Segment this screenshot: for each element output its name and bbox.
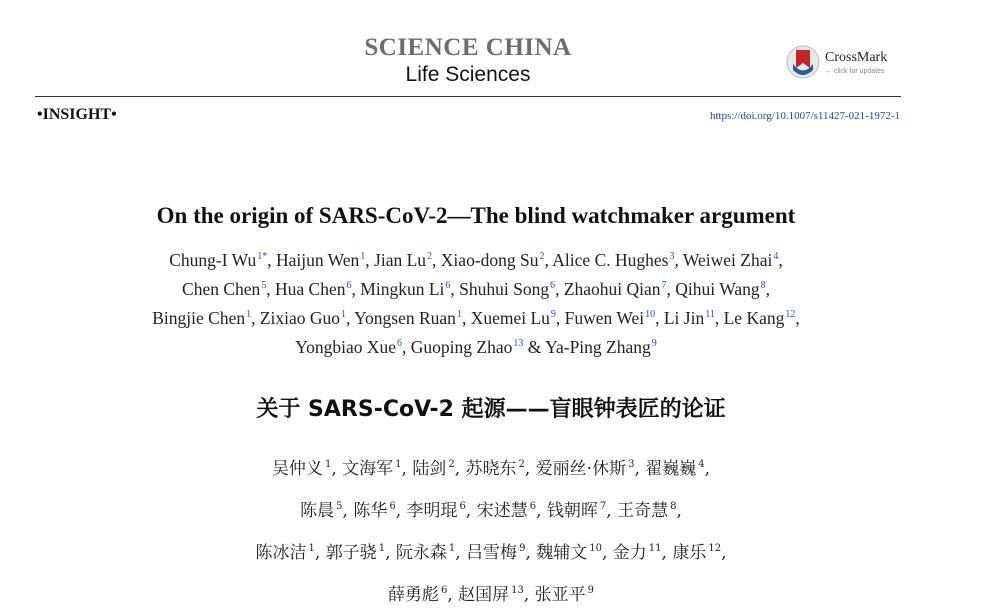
author-name: Xiao-dong Su — [440, 250, 539, 270]
author-line: Yongbiao Xue$^6$, Guoping Zhao$^{13}$ & Ya-Ping Zhang$^9$ — [295, 337, 657, 357]
affiliation-mark: 1 — [308, 543, 315, 554]
affiliation-mark: 6 — [529, 501, 537, 512]
author-name: Guoping Zhao — [410, 337, 513, 357]
header-divider — [35, 96, 901, 97]
author-name: 薛勇彪 — [387, 585, 439, 605]
affiliation-mark: 7 — [599, 501, 607, 512]
affiliation-mark: 6 — [440, 585, 448, 596]
author-name: Hua Chen — [275, 279, 346, 299]
affiliation-mark: 5 — [261, 280, 267, 291]
author-name: 陈晨 — [300, 501, 335, 521]
affiliation-mark: 1* — [257, 251, 268, 262]
affiliation-mark: 6 — [346, 280, 352, 291]
author-name: Haijun Wen — [275, 250, 360, 270]
affiliation-mark: 9 — [519, 543, 526, 554]
affiliation-mark: 8 — [760, 280, 766, 291]
author-name: 王奇慧 — [617, 501, 669, 521]
affiliation-mark: 6 — [389, 501, 396, 512]
affiliation-mark: 6 — [397, 338, 403, 349]
affiliation-mark: 11 — [705, 309, 715, 320]
author-line: Chung-I $Wu^{1*}$, Haijun Wen$^1$, Jian Lu$^2$, Xiao-dong Su$^2$, Alice C. Hughes$^3$, Weiwei Zhai$^4$, — [169, 250, 783, 270]
affiliation-mark: 5 — [336, 501, 343, 512]
author-name: 陈冰洁 — [255, 543, 307, 563]
affiliation-mark: 10 — [589, 543, 602, 554]
affiliation-mark: 7 — [661, 280, 667, 291]
affiliation-mark: 3 — [669, 251, 675, 262]
author-name: Li Jin — [663, 308, 705, 328]
author-name: Fuwen Wei — [564, 308, 645, 328]
author-name: 张亚平 — [534, 585, 586, 605]
author-name: Weiwei Zhai — [682, 250, 773, 270]
affiliation-mark: 2 — [539, 251, 545, 262]
affiliation-mark: 1 — [378, 543, 386, 554]
author-name: Yongsen Ruan — [354, 308, 456, 328]
affiliation-mark: 1 — [246, 309, 252, 320]
author-line: Chen Chen$^5$, Hua Chen$^6$, Mingkun Li$^6$, Shuhui Song$^6$, Zhaohui Qian$^7$, Qihui Wang$^8$, — [182, 279, 770, 299]
affiliation-mark: 12 — [708, 543, 722, 554]
author-name: Qihui Wang — [675, 279, 760, 299]
author-line: 陈冰洁 $^1$, 郭子骁 $^1$, 阮永森 $^1$, 吕雪梅 $^9$, 魏辅文 $^{10}$, 金力 $^{11}$, 康乐 $^{12}$, — [255, 543, 727, 563]
author-name: 苏晓东 — [465, 459, 517, 479]
affiliation-mark: 2 — [518, 459, 525, 470]
affiliation-mark: 9 — [550, 309, 556, 320]
author-name: Ya-Ping Zhang — [545, 337, 651, 357]
author-name: 翟巍巍 — [645, 459, 697, 479]
author-name: 吴仲义 — [271, 459, 323, 479]
affiliation-mark: 1 — [456, 309, 462, 320]
affiliation-mark: 4 — [698, 459, 705, 470]
author-name: Zhaohui Qian — [563, 279, 661, 299]
affiliation-mark: 6 — [445, 280, 451, 291]
affiliation-mark: 9 — [651, 338, 657, 349]
author-line: Bingjie Chen$^1$, Zixiao Guo$^1$, Yongsen Ruan$^1$, Xuemei Lu$^9$, Fuwen Wei$^{10}$, Li Jin$^{11}$, Le Kang$^{12}$, — [152, 308, 800, 328]
author-name: Chung-I Wu — [169, 250, 257, 270]
author-name: Bingjie Chen — [152, 308, 246, 328]
affiliation-mark: 11 — [648, 543, 662, 554]
crossmark-label: CrossMark — [825, 50, 888, 65]
affiliation-mark: 13 — [511, 585, 524, 596]
author-name: 吕雪梅 — [466, 543, 518, 563]
author-name: 陈华 — [353, 501, 388, 521]
affiliation-mark: 1 — [324, 459, 332, 470]
author-name: 钱朝晖 — [546, 501, 598, 521]
crossmark-icon — [786, 44, 820, 80]
affiliation-mark: 10 — [645, 309, 656, 320]
affiliation-mark: 1 — [360, 251, 366, 262]
author-name: 爱丽丝·休斯 — [535, 459, 627, 479]
author-name: 阮永森 — [395, 543, 447, 563]
affiliation-mark: 9 — [587, 585, 595, 596]
affiliation-mark: 3 — [628, 459, 635, 470]
author-name: Yongbiao Xue — [295, 337, 397, 357]
affiliation-mark: 2 — [427, 251, 433, 262]
affiliation-mark: 8 — [670, 501, 677, 512]
author-name: Jian Lu — [374, 250, 427, 270]
author-name: 文海军 — [342, 459, 394, 479]
chinese-author-list — [0, 446, 982, 614]
author-list — [0, 244, 952, 360]
author-name: 金力 — [612, 543, 647, 563]
journal-subtitle: Life Sciences — [405, 63, 531, 86]
author-line: 薛勇彪 $^6$, 赵国屏 $^{13}$, 张亚平 $^9$ — [387, 585, 595, 605]
affiliation-mark: 6 — [459, 501, 466, 512]
chinese-title: 关于 SARS-CoV-2 起源——盲眼钟表匠的论证 — [256, 397, 726, 422]
author-line: 吴仲义 $^1$, 文海军 $^1$, 陆剑 $^2$, 苏晓东 $^2$, 爱丽丝·休斯 $^3$, 翟巍巍 $^4$, — [271, 459, 711, 479]
author-name: 魏辅文 — [536, 543, 588, 563]
affiliation-mark: 4 — [773, 251, 779, 262]
author-name: Chen Chen — [182, 279, 261, 299]
author-name: Shuhui Song — [459, 279, 550, 299]
author-name: Zixiao Guo — [259, 308, 341, 328]
author-name: 康乐 — [672, 543, 707, 563]
author-name: 陆剑 — [412, 459, 447, 479]
affiliation-mark: 13 — [513, 338, 524, 349]
author-name: Le Kang — [723, 308, 785, 328]
crossmark-button[interactable] — [786, 44, 906, 84]
doi-link[interactable]: https://doi.org/10.1007/s11427-021-1972-1 — [709, 110, 900, 122]
journal-title: SCIENCE CHINA — [364, 34, 572, 61]
affiliation-mark: 1 — [448, 543, 456, 554]
author-line: 陈晨 $^5$, 陈华 $^6$, 李明琨 $^6$, 宋述慧 $^6$, 钱朝晖 $^7$, 王奇慧 $^8$, — [300, 501, 682, 521]
affiliation-mark: 1 — [341, 309, 347, 320]
affiliation-mark: 1 — [395, 459, 402, 470]
author-name: Xuemei Lu — [470, 308, 550, 328]
author-name: 郭子骁 — [325, 543, 377, 563]
crossmark-sublabel: ← click for updates — [825, 68, 885, 75]
author-name: 李明琨 — [406, 501, 458, 521]
affiliation-mark: 6 — [550, 280, 556, 291]
affiliation-mark: 12 — [785, 309, 796, 320]
author-name: Alice C. Hughes — [552, 250, 669, 270]
author-name: 宋述慧 — [476, 501, 528, 521]
section-tag: •INSIGHT• — [37, 106, 117, 123]
author-name: Mingkun Li — [360, 279, 445, 299]
author-name: 赵国屏 — [458, 585, 510, 605]
article-title: On the origin of SARS-CoV-2—The blind watchmaker argument — [156, 203, 796, 228]
affiliation-mark: 2 — [448, 459, 455, 470]
